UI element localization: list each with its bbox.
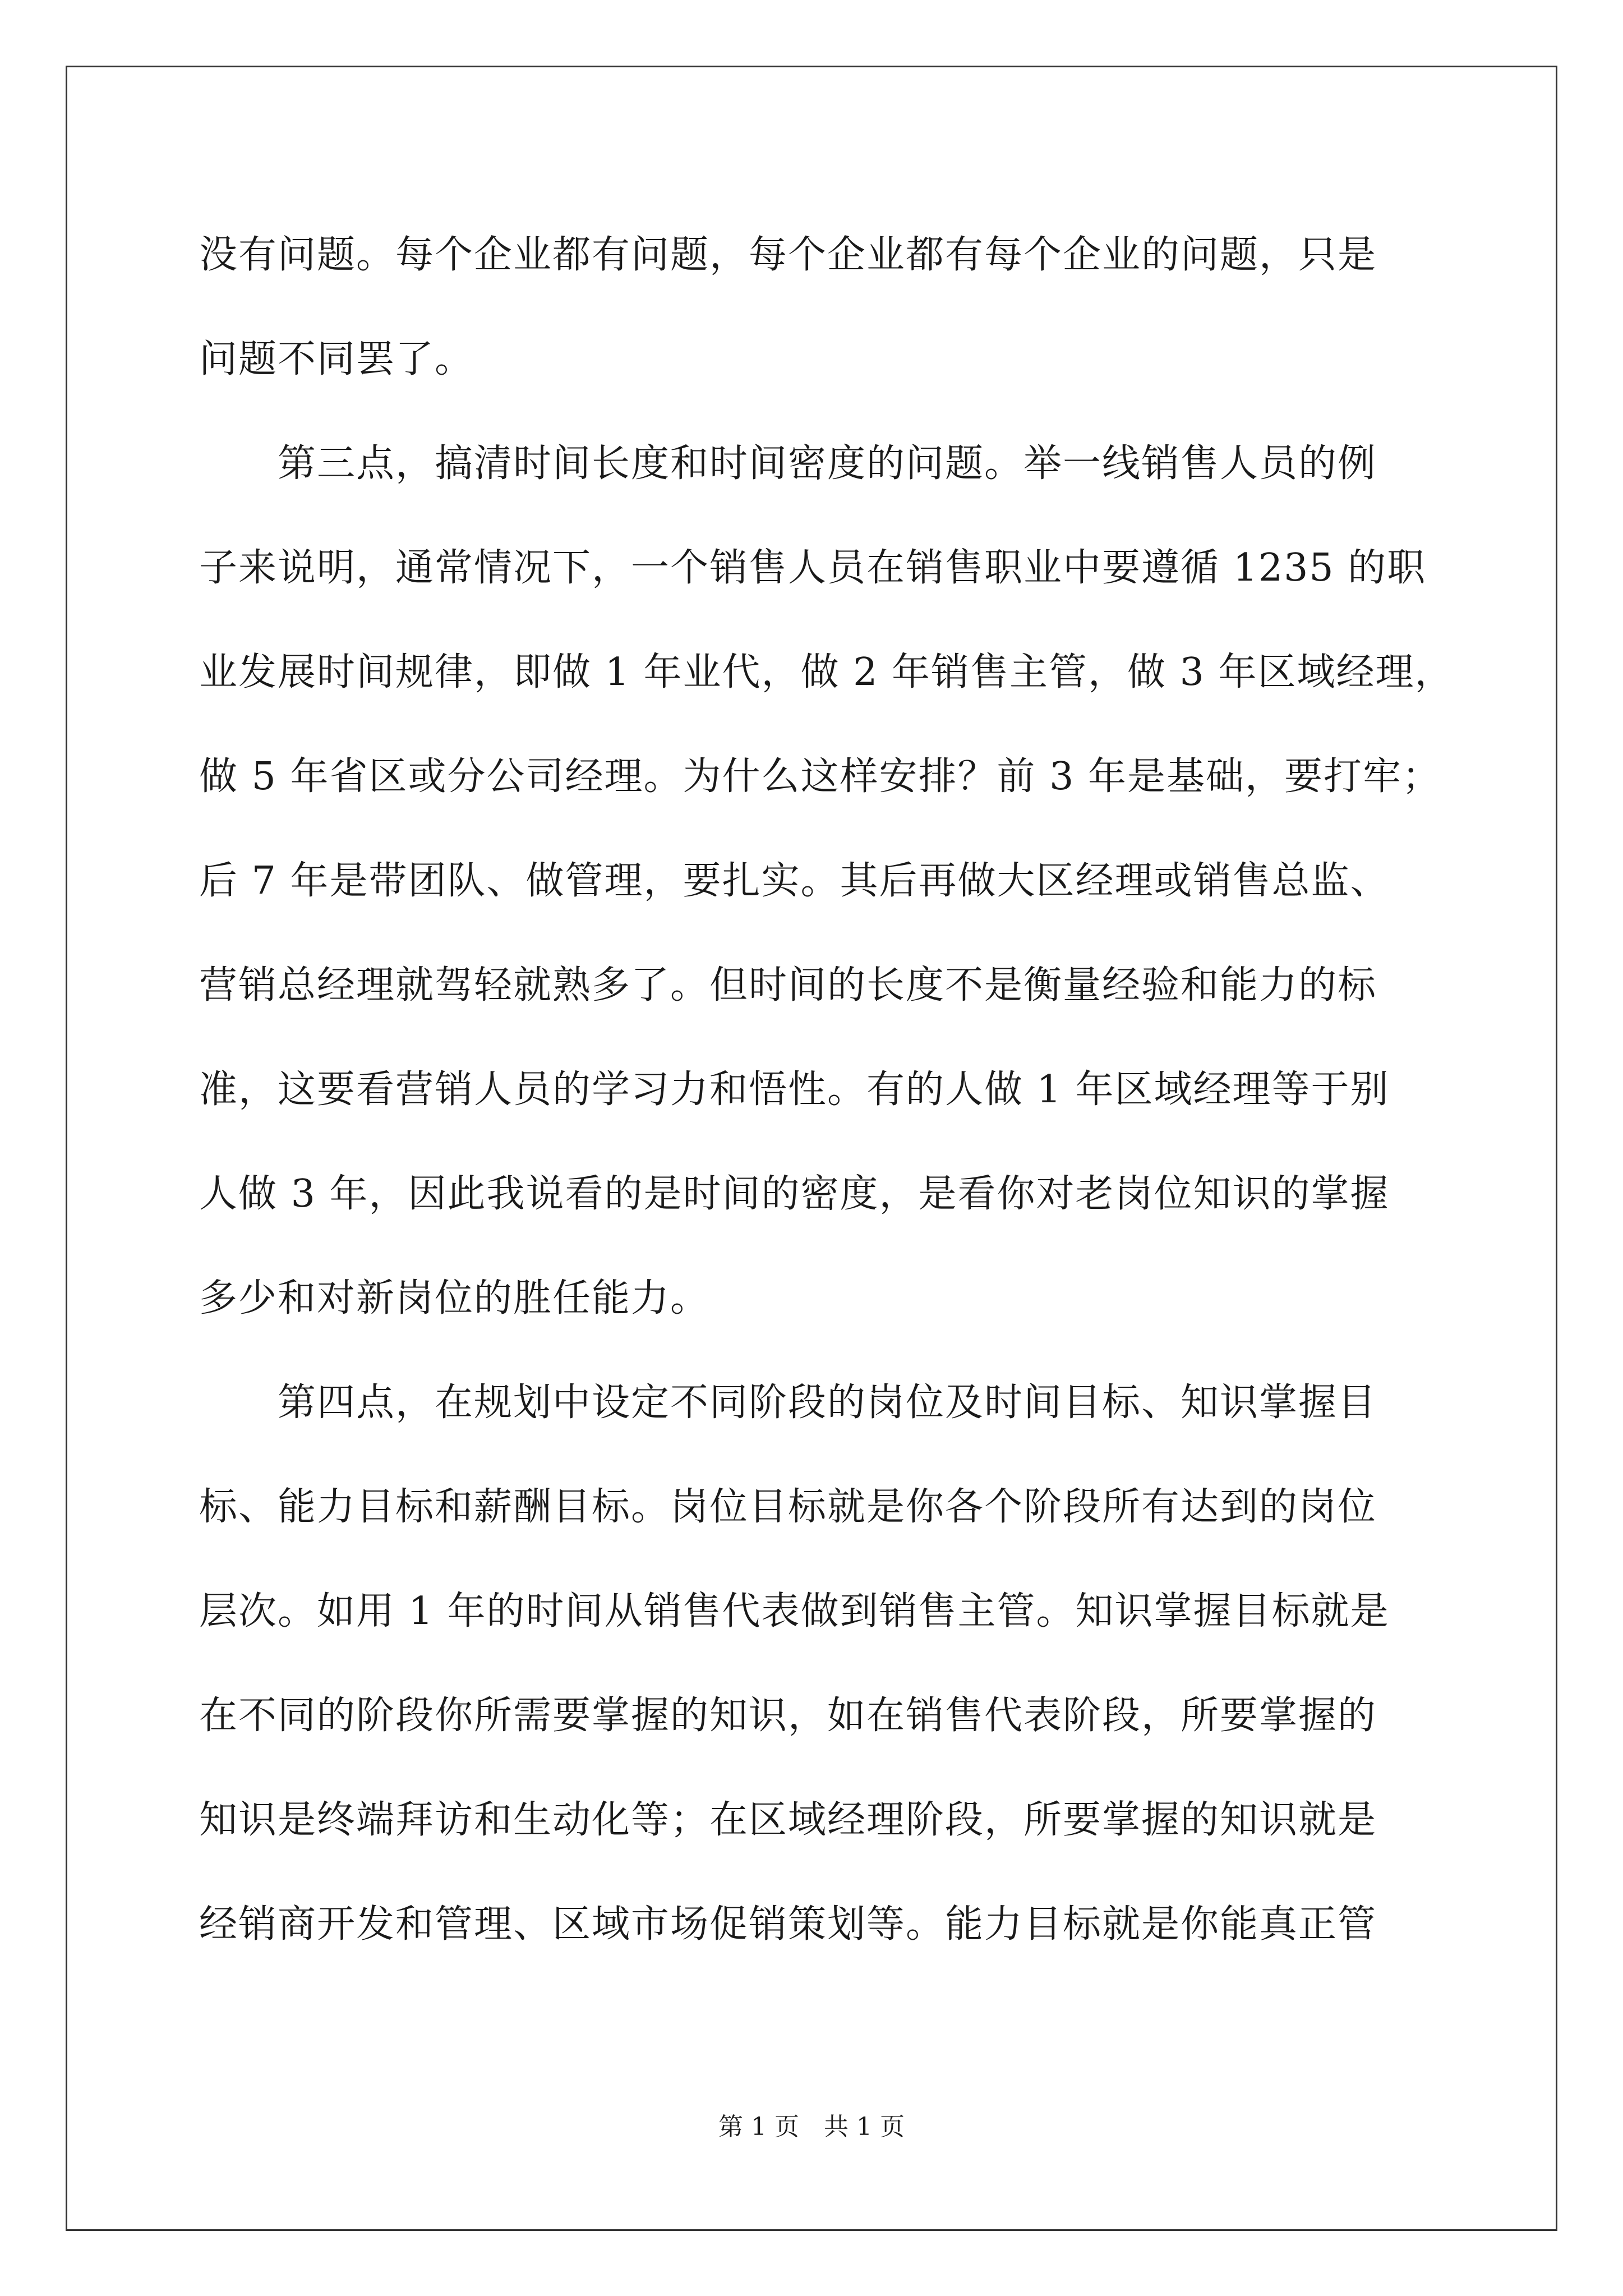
text-line: 问题不同罢了。: [199, 337, 474, 381]
text-line: 没有问题。每个企业都有问题，每个企业都有每个企业的问题，只是: [199, 233, 1377, 277]
text-line: 做 5 年省区或分公司经理。为什么这样安排？前 3 年是基础，要打牢；: [199, 754, 1441, 799]
page-number-footer: 第 1 页 共 1 页: [718, 2113, 905, 2141]
text-line: 营销总经理就驾轻就熟多了。但时间的长度不是衡量经验和能力的标: [199, 963, 1377, 1007]
text-line: 经销商开发和管理、区域市场促销策划等。能力目标就是你能真正管: [199, 1902, 1377, 1947]
text-line: 第四点，在规划中设定不同阶段的岗位及时间目标、知识掌握目: [199, 1381, 1377, 1425]
text-line: 人做 3 年，因此我说看的是时间的密度，是看你对老岗位知识的掌握: [199, 1172, 1390, 1216]
text-line: 子来说明，通常情况下，一个销售人员在销售职业中要遵循 1235 的职: [199, 546, 1427, 590]
text-line: 准，这要看营销人员的学习力和悟性。有的人做 1 年区域经理等于别: [199, 1068, 1390, 1112]
text-line: 知识是终端拜访和生动化等；在区域经理阶段，所要掌握的知识就是: [199, 1798, 1377, 1842]
document-body: [199, 213, 1454, 1987]
text-line: 层次。如用 1 年的时间从销售代表做到销售主管。知识掌握目标就是: [199, 1589, 1390, 1634]
text-line: 在不同的阶段你所需要掌握的知识，如在销售代表阶段，所要掌握的: [199, 1694, 1377, 1738]
text-line: 第三点，搞清时间长度和时间密度的问题。举一线销售人员的例: [199, 441, 1377, 486]
text-line: 多少和对新岗位的胜任能力。: [199, 1276, 710, 1320]
text-line: 业发展时间规律，即做 1 年业代，做 2 年销售主管，做 3 年区域经理，: [199, 650, 1454, 694]
text-line: 标、能力目标和薪酬目标。岗位目标就是你各个阶段所有达到的岗位: [199, 1485, 1377, 1529]
text-line: 后 7 年是带团队、做管理，要扎实。其后再做大区经理或销售总监、: [199, 859, 1390, 903]
